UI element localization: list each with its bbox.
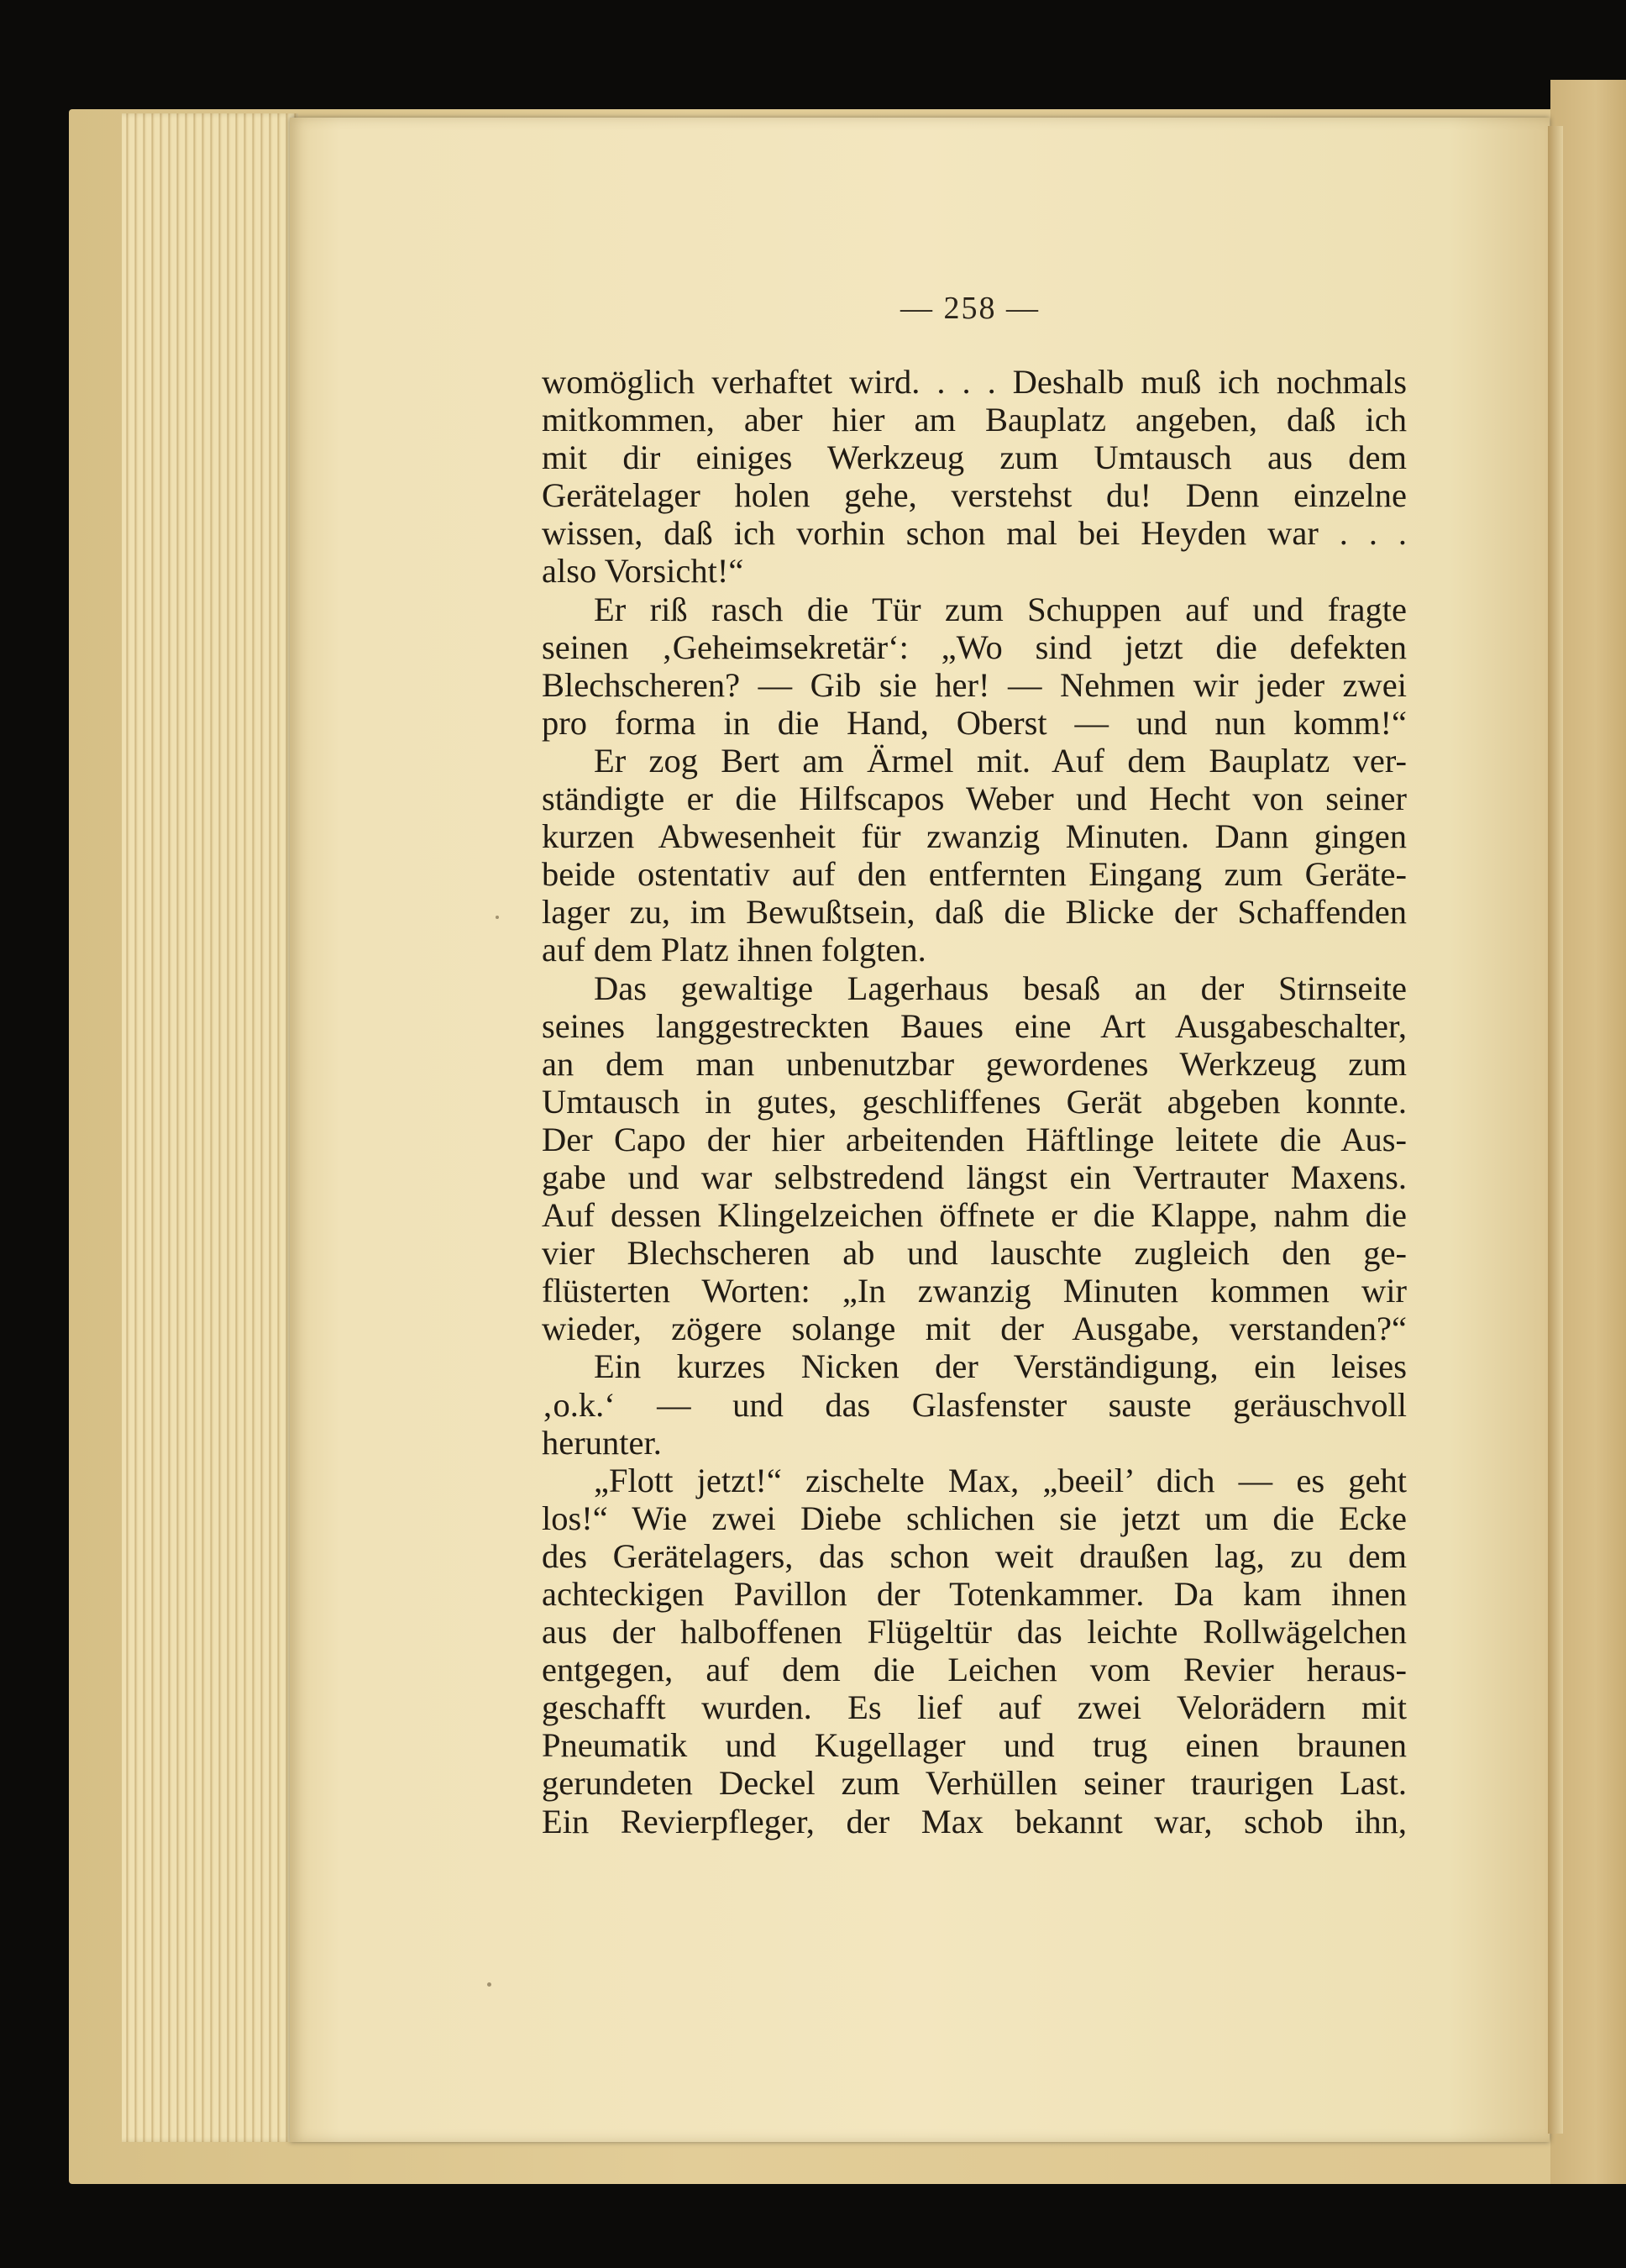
text-line: ‚o.k.‘ — und das Glasfenster sauste geräuschvoll (542, 1385, 1407, 1424)
text-line: wissen, daß ich vorhin schon mal bei Heyden war . . . (542, 514, 1407, 553)
text-line: gabe und war selbstredend längst ein Vertrauter Maxens. (542, 1158, 1407, 1196)
text-line: an dem man unbenutzbar gewordenes Werkzeug zum (542, 1044, 1407, 1083)
text-line: achteckigen Pavillon der Totenkammer. Da kam ihnen (542, 1575, 1407, 1613)
text-line: Der Capo der hier arbeitenden Häftlinge leitete die Aus- (542, 1120, 1407, 1158)
text-line: auf dem Platz ihnen folgten. (542, 931, 926, 969)
text-line: lager zu, im Bewußtsein, daß die Blicke der Schaffenden (542, 893, 1407, 932)
text-line: los!“ Wie zwei Diebe schlichen sie jetzt um die Ecke (542, 1499, 1407, 1537)
text-line: geschafft wurden. Es lief auf zwei Velorädern mit (542, 1688, 1407, 1727)
text-line: „Flott jetzt!“ zischelte Max, „beeil’ dich — es geht (594, 1461, 1407, 1499)
text-line: Blechscheren? — Gib sie her! — Nehmen wir jeder zwei (542, 665, 1407, 704)
text-line: Ein Revierpfleger, der Max bekannt war, schob ihn, (542, 1802, 1407, 1840)
page-stack (122, 113, 298, 2142)
text-line: Er riß rasch die Tür zum Schuppen auf und fragte (594, 590, 1407, 628)
paper-speck (487, 1982, 491, 1987)
text-line: herunter. (542, 1423, 662, 1462)
text-line: aus der halboffenen Flügeltür das leichte Rollwägelchen (542, 1613, 1407, 1651)
text-line: ständigte er die Hilfscapos Weber und Hecht von seiner (542, 780, 1407, 818)
text-line: Gerätelager holen gehe, verstehst du! Denn einzelne (542, 476, 1407, 515)
text-line: Pneumatik und Kugellager und trug einen braunen (542, 1726, 1407, 1765)
text-line: vier Blechscheren ab und lauschte zugleich den ge- (542, 1234, 1407, 1273)
text-line: Auf dessen Klingelzeichen öffnete er die Klappe, nahm die (542, 1196, 1407, 1235)
page-gutter-shadow (1548, 126, 1563, 2134)
text-line: mitkommen, aber hier am Bauplatz angeben, daß ich (542, 401, 1407, 439)
text-line: wieder, zögere solange mit der Ausgabe, verstanden?“ (542, 1310, 1407, 1348)
text-line: womöglich verhaftet wird. . . . Deshalb muß ich nochmals (542, 363, 1407, 401)
text-line: gerundeten Deckel zum Verhüllen seiner traurigen Last. (542, 1764, 1407, 1803)
text-line: Das gewaltige Lagerhaus besaß an der Stirnseite (594, 969, 1407, 1007)
text-line: entgegen, auf dem die Leichen vom Revier heraus- (542, 1651, 1407, 1689)
text-line: pro forma in die Hand, Oberst — und nun komm!“ (542, 703, 1407, 742)
text-line: also Vorsicht!“ (542, 552, 744, 591)
text-line: Umtausch in gutes, geschliffenes Gerät abgeben konnte. (542, 1082, 1407, 1121)
body-text (542, 363, 1407, 1840)
paper-speck (496, 916, 499, 919)
text-line: beide ostentativ auf den entfernten Eingang zum Geräte- (542, 855, 1407, 894)
text-line: kurzen Abwesenheit für zwanzig Minuten. Dann gingen (542, 817, 1407, 856)
text-line: seinen ‚Geheimsekretär‘: „Wo sind jetzt die defekten (542, 627, 1407, 666)
text-line: des Gerätelagers, das schon weit draußen lag, zu dem (542, 1536, 1407, 1575)
text-line: Ein kurzes Nicken der Verständigung, ein leises (594, 1347, 1407, 1386)
text-line: mit dir einiges Werkzeug zum Umtausch aus dem (542, 438, 1407, 477)
page-number: — 258 — (900, 291, 1040, 326)
text-line: Er zog Bert am Ärmel mit. Auf dem Bauplatz ver- (594, 741, 1407, 780)
text-line: flüsterten Worten: „In zwanzig Minuten kommen wir (542, 1272, 1407, 1310)
text-line: seines langgestreckten Baues eine Art Ausgabeschalter, (542, 1006, 1407, 1045)
